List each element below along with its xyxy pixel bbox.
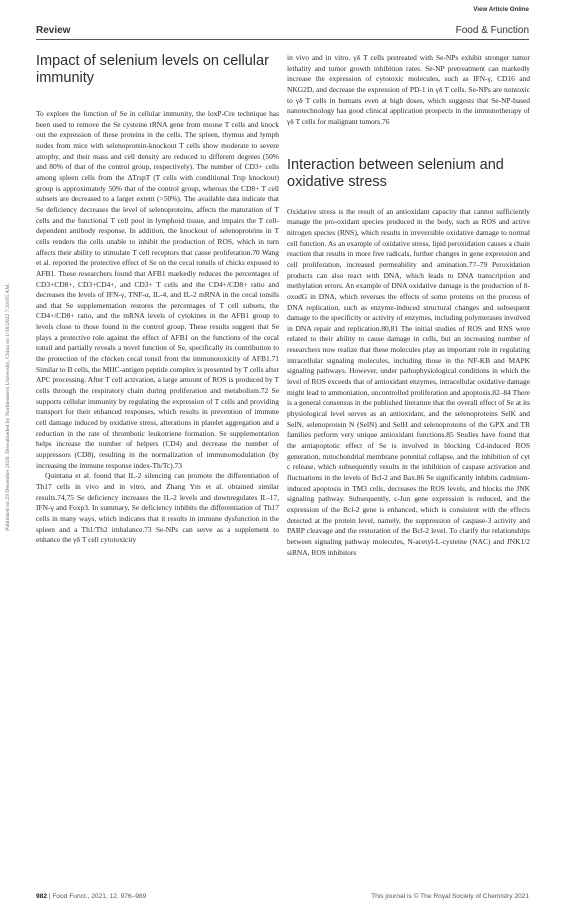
left-paragraph-2: Quintana et al. found that IL-2 silencing can promote the differentiation of Th17 cells in vivo and in vitro, and Zhang Ym et al. obtained similar results.74,75 Se deficiency increases the IL-2 levels and downregulates IL-17, IFN-γ and Foxp3. In summary, Se deficiency inhibits the differentiation of Th17 cells in many ways, which indicates that it results in immune dysfunction in the spleen and a Th1/Th2 imbalance.73 Se-NPs can serve as a supplement to enhance the γδ T cell cytotoxicity	[36, 471, 279, 545]
left-section-heading: Impact of selenium levels on cellular immunity	[36, 53, 269, 86]
footer-copyright: This journal is © The Royal Society of Chemistry 2021	[371, 893, 529, 900]
right-paragraph-1: Oxidative stress is the result of an antioxidant capacity that cannot sufficiently manage the pro-oxidant species produced in the body, such as ROS and active nitrogen species (RNS), which results in irreversible oxidative damage to normal cell function. As an example of oxidative stress, lipid peroxidation causes a chain reaction that results in more free radicals, further changes in gene expression and cell proliferation, increased permeability and amination.77–79 Peroxidation products can also react with DNA, which leads to DNA transcription and methylation errors. An example of DNA oxidative damage is the production of 8-oxodG in DNA, which reverses the effects of some proteins on the process of DNA replication, such as enzyme-induced structural changes and subsequent damage to the specificity or activity of enzymes, including polymerases involved in DNA repair and replication.80,81 The initial studies of ROS and RNS were related to their ability to cause damage in cells, but an increasing number of researchers now realize that these molecules play an important role in regulating intracellular signaling molecules, including those in the NF-KB and MAPK signaling pathways. However, under pathophysiological conditions in which the level of ROS exceeds that of antioxidant enzymes, intracellular oxidative damage might lead to ammoniation, uncontrolled proliferation and apoptosis.82–84 There is a general consensus in the published literature that the overall effect of Se at its physiological level serves as an antioxidant, and the selenoproteins SelK and SelN, selenoprotein N (SelN) and SelH and selenoproteins of the GPX and TR families perform very unique antioxidant functions.85 Studies have found that the antiapoptotic effect of Se is involved in blocking Cd-induced ROS generation, mitochondrial membrane potential collapse, and the inhibition of cyt c release, which subsequently results in the inhibition of caspase activation and fluctuations in the levels of Bcl-2 and Bax.86 Se significantly inhibits cadmium-induced apoptosis in TM3 cells, decreases the ROS levels, and blocks the JNK signaling pathway. Subsequently, c-Jun gene expression is reduced, and the expression of the Bcl-2 gene is enhanced, which is consistent with the effects detected at the protein level, namely, the suppression of caspase-3 activity and PARP cleavage and the restoration of the Bcl-2 level. To clarify the relationships between signaling pathway molecules, N-acetyl-L-cysteine (NAC) and JNK1/2 siRNA, ROS inhibitors	[287, 206, 530, 557]
view-article-online-link[interactable]: View Article Online	[473, 6, 529, 13]
journal-name: Food & Function	[455, 25, 529, 36]
right-body	[287, 207, 530, 559]
left-column	[36, 53, 279, 546]
left-paragraph-1: To explore the function of Se in cellular immunity, the loxP-Cre technique has been used to remove the Se cysteine tRNA gene from mouse T cells and knock out the expression of these proteins in the cells. The spleen, thymus and lymph nodes from mice with selenoprotein-knockout T cells show moderate to severe atrophy, and their mass and cell density are reduced to different degrees (50% and 80% of that of the control group, respectively). The number of CD3+ cells among spleen cells from the ΔTrspT (T cells with conditional Trsp knockout) group is approximately 50% that of the control group, whereas the CD8+ T cell subsets are decreased to a larger extent (>50%). The available data indicate that Se deficiency decreases the level of selenoproteins, affects the maturation of T cells and the functional T cell pool in lymphoid tissue, and impairs the T cell-dependent antibody response. In addition, the knockout of selenoproteins in T cells renders the cells unable to inhibit the production of ROS, which in turn affects their ability to stimulate T cell receptors that cause proliferation.70 Wang et al. reported the protective effect of Se on the cecal tonsils of chicks exposed to AFB1. These researchers found that AFB1 markedly reduces the percentages of CD3+CD8+, CD3+CD4+, and CD3+ T cells and the CD4+/CD8+ ratio and decreases the levels of IFN-γ, TNF-α, IL-4, and IL-2 mRNA in the cecal tonsils and that Se supplementation restores the percentages of T cell subsets, the CD4+/CD8+ ratio, and the mRNA levels of cytokines in the AFB1 group to levels close to those found in the control group. These results suggest that Se plays a protective role against the effect of AFB1 on the functions of the cecal tonsil and partially reveals a novel function of Se, specifically its contribution to the protection of the chicken cecal tonsil from the immunotoxicity of AFB1.71 Similar to B cells, the MHC-antigen peptide complex is presented by T cells after APC processing. After T cell activation, a large amount of ROS is produced by T cells through the respiratory chain during proliferation and metabolism.72 Se supports cellular immunity by regulating the expression of T cells and providing transport for their enhanced responses, which results in prevention of immune cell damage induced by oxidative stress, alterations in platelet aggregation and a reduction in the rate of thrombotic leukotriene formation. Se supplementation helps increase the number of helpers (CD4) and decrease the number of suppressors (CD8), resulting in the normalization of immunomodulation (by increasing the immune response index-Th/Tc).73	[36, 109, 279, 470]
right-section-heading: Interaction between selenium and oxidative stress	[287, 156, 504, 190]
journal-citation: | Food Funct., 2021, 12, 976–989	[48, 893, 147, 900]
right-column	[287, 53, 530, 558]
footer-citation	[36, 893, 146, 900]
right-body-continued	[287, 53, 530, 128]
section-label: Review	[36, 25, 71, 36]
right-paragraph-continued: in vivo and in vitro. γδ T cells pretreated with Se-NPs exhibit stronger tumor lethality and tumor growth inhibition rates. Se-NP pretreatment can markedly increase the expression of cytotoxic molecules, such as IFN-γ, CD16 and NKG2D, and decrease the expression of PD-1 in γδ T cells. Se-NPs are nontoxic to γδ T cells in humans even at high doses, which suggests that Se-NP-based nanotechnology has good clinical application prospects in the immunotherapy of γδ T cells for malignant tumors.76	[287, 53, 530, 126]
left-body	[36, 109, 279, 546]
download-note-text: Published on 23 December 2020. Downloaded by Northeastern University, China on 1/16/2022 7:33:05 AM.	[5, 283, 11, 531]
page-number: 982	[36, 893, 48, 900]
header-rule	[36, 39, 529, 40]
download-note	[2, 130, 12, 690]
page-footer	[36, 893, 529, 905]
